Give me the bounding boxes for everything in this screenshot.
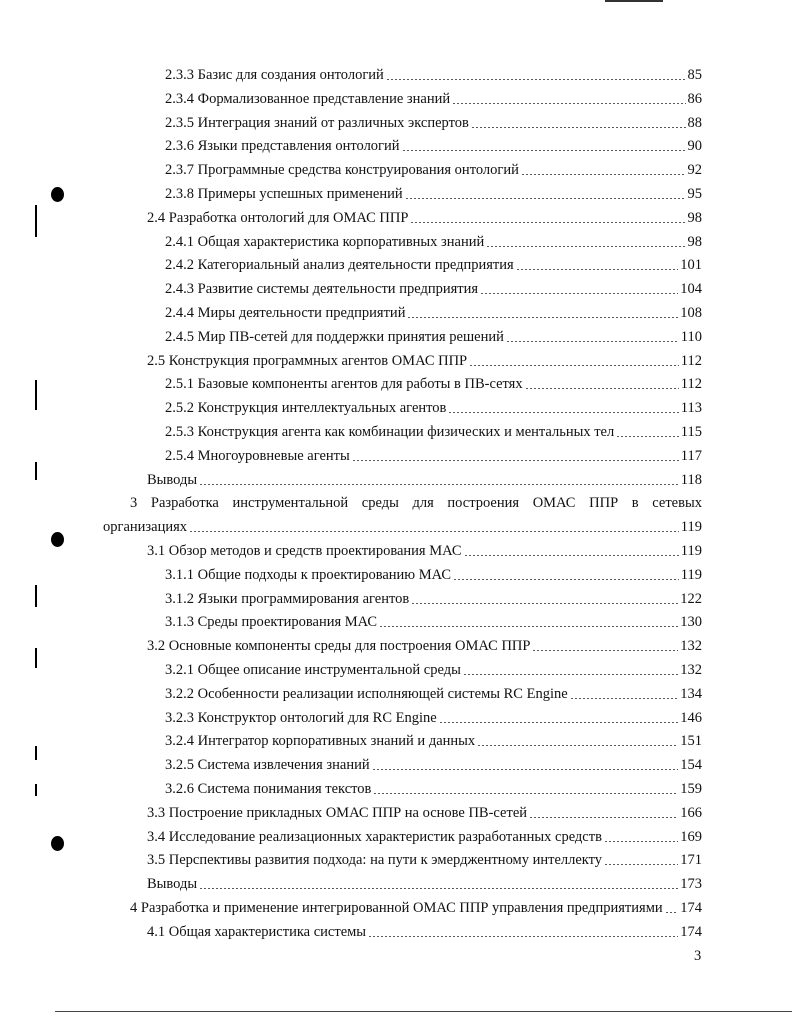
toc-entry-page: 159	[680, 780, 702, 797]
dot-leader	[616, 436, 679, 437]
toc-entry-page: 92	[687, 162, 702, 179]
toc-entry	[0, 373, 792, 397]
toc-entry	[0, 64, 792, 88]
toc-entry	[0, 469, 792, 493]
toc-entry-title: 2.5.1 Базовые компоненты агентов для работы в ПВ-сетях	[165, 376, 523, 393]
dot-leader	[477, 745, 678, 746]
toc-entry	[0, 492, 792, 516]
toc-entry-line	[103, 519, 702, 536]
toc-entry	[0, 635, 792, 659]
toc-entry-page: 173	[680, 876, 702, 893]
toc-entry-page: 90	[687, 138, 702, 155]
toc-entry-page: 119	[680, 566, 702, 583]
toc-entry-line	[165, 67, 702, 84]
toc-entry-title: 3.1.3 Среды проектирования МАС	[165, 614, 378, 631]
toc-entry-title: 2.3.3 Базис для создания онтологий	[165, 67, 384, 83]
toc-entry-page: 108	[680, 304, 702, 321]
toc-entry-line	[147, 543, 702, 560]
toc-entry	[0, 445, 792, 469]
toc-entry-page: 174	[680, 899, 702, 916]
toc-entry-title: 2.4.5 Мир ПВ-сетей для поддержки принятия решений	[165, 328, 504, 345]
toc-entry	[0, 397, 792, 421]
dot-leader	[386, 79, 686, 80]
toc-entry	[0, 849, 792, 873]
toc-entry-line	[165, 781, 702, 798]
dot-leader	[604, 864, 678, 865]
toc-entry-line	[165, 257, 702, 274]
dot-leader	[368, 936, 678, 937]
toc-entry-line	[165, 281, 702, 298]
toc-entry	[0, 921, 792, 945]
toc-entry-title: 3.5 Перспективы развития подхода: на пути к эмерджентному интеллекту	[147, 852, 603, 869]
toc-entry-page: 95	[687, 185, 702, 202]
dot-leader	[410, 222, 685, 223]
toc-entry-title: 2.4 Разработка онтологий для ОМАС ППР	[147, 209, 409, 226]
toc-entry-title: 3.2.1 Общее описание инструментальной среды	[165, 661, 461, 678]
toc-entry-title: 2.5.4 Многоуровневые агенты	[165, 447, 350, 464]
toc-entry-page: 169	[680, 828, 702, 845]
toc-entry-page: 130	[680, 614, 702, 631]
toc-entry-title: 2.5.3 Конструкция агента как комбинации физических и ментальных тел	[165, 423, 615, 440]
toc-entry-title: 2.3.8 Примеры успешных применений	[165, 185, 403, 202]
toc-entry	[0, 326, 792, 350]
dot-leader	[372, 769, 679, 770]
toc-heading-word: сетевых	[652, 495, 702, 512]
toc-entry	[0, 135, 792, 159]
toc-entry-title: 4.1 Общая характеристика системы	[147, 923, 367, 940]
dot-leader	[453, 579, 679, 580]
dot-leader	[469, 365, 679, 366]
toc-entry-page: 122	[680, 590, 702, 607]
dot-leader	[407, 317, 678, 318]
toc-entry-line	[130, 495, 702, 512]
dot-leader	[352, 460, 679, 461]
toc-entry-line	[147, 924, 702, 941]
toc-entry-title: 2.5 Конструкция программных агентов ОМАС ППР	[147, 352, 468, 369]
toc-entry-page: 110	[680, 328, 702, 345]
dot-leader	[506, 341, 679, 342]
toc-entry-page: 86	[687, 90, 702, 107]
toc-entry-line	[165, 115, 702, 132]
toc-entry-title: 3.2.6 Система понимания текстов	[165, 780, 372, 797]
toc-entry-page: 119	[680, 519, 702, 536]
toc-entry	[0, 183, 792, 207]
toc-entry-page: 134	[680, 685, 702, 702]
scan-edge-line-top	[605, 0, 663, 2]
toc-entry-title: 2.3.5 Интеграция знаний от различных экспертов	[165, 114, 469, 131]
toc-entry-line	[165, 567, 702, 584]
dot-leader	[405, 198, 686, 199]
dot-leader	[448, 412, 678, 413]
dot-leader	[665, 912, 679, 913]
toc-entry	[0, 730, 792, 754]
toc-entry-page: 85	[687, 67, 702, 83]
toc-entry-line	[165, 591, 702, 608]
page-number: 3	[694, 948, 702, 964]
toc-entry-line	[147, 829, 702, 846]
toc-heading-word: среды	[361, 495, 399, 512]
toc-entry-line	[147, 472, 702, 489]
dot-leader	[199, 888, 678, 889]
toc-entry-page: 101	[680, 257, 702, 274]
toc-entry	[0, 778, 792, 802]
toc-heading-word: для	[412, 495, 434, 512]
toc-entry-title: 3.1 Обзор методов и средств проектирования МАС	[147, 542, 462, 559]
dot-leader	[464, 555, 679, 556]
dot-leader	[529, 817, 678, 818]
toc-heading-word: инструментальной	[232, 495, 349, 512]
toc-entry	[0, 350, 792, 374]
toc-entry-title: Выводы	[147, 471, 198, 488]
toc-entry-title: Выводы	[147, 876, 198, 893]
toc-entry-title: 3.2.4 Интегратор корпоративных знаний и данных	[165, 733, 476, 750]
toc-entry-line	[165, 733, 702, 750]
toc-entry-title: 2.4.2 Категориальный анализ деятельности предприятия	[165, 257, 514, 274]
toc-entry-title: организациях	[103, 519, 188, 536]
toc-entry-page: 115	[680, 423, 702, 440]
toc-entry-title: 2.5.2 Конструкция интеллектуальных агентов	[165, 400, 447, 417]
toc-entry-page: 132	[680, 638, 702, 655]
toc-entry-page: 112	[680, 376, 702, 393]
toc-entry-line	[165, 710, 702, 727]
toc-entry-title: 2.4.4 Миры деятельности предприятий	[165, 304, 406, 321]
toc-entry-title: 2.4.1 Общая характеристика корпоративных знаний	[165, 233, 485, 250]
toc-entry-title: 3.1.1 Общие подходы к проектированию МАС	[165, 566, 452, 583]
toc-entry-page: 174	[680, 923, 702, 940]
toc-entry-line	[165, 91, 702, 108]
toc-entry-title: 3.2.2 Особенности реализации исполняющей системы RC Engine	[165, 685, 568, 702]
toc-entry	[0, 683, 792, 707]
toc-entry-page: 118	[680, 471, 702, 488]
toc-heading-word: в	[631, 495, 639, 512]
toc-entry	[0, 254, 792, 278]
toc-entry	[0, 873, 792, 897]
toc-entry	[0, 540, 792, 564]
toc-entry-title: 3.4 Исследование реализационных характеристик разработанных средств	[147, 828, 602, 845]
toc-entry-line	[165, 757, 702, 774]
toc-entry	[0, 231, 792, 255]
toc-entry-line	[165, 686, 702, 703]
toc-entry-line	[165, 662, 702, 679]
toc-entry-title: 3.2.3 Конструктор онтологий для RC Engine	[165, 709, 437, 726]
dot-leader	[439, 722, 679, 723]
toc-entry-line	[165, 448, 702, 465]
dot-leader	[516, 269, 679, 270]
toc-entry	[0, 112, 792, 136]
toc-entry	[0, 707, 792, 731]
dot-leader	[570, 698, 679, 699]
toc-entry-title: 2.3.7 Программные средства конструирования онтологий	[165, 162, 519, 179]
toc-entry-page: 151	[680, 733, 702, 750]
toc-entry-title: 3.2 Основные компоненты среды для построения ОМАС ППР	[147, 638, 531, 655]
toc-entry-page: 117	[680, 447, 702, 464]
toc-entry	[0, 207, 792, 231]
toc-entry-line	[165, 400, 702, 417]
toc-heading-word: 3	[130, 495, 138, 512]
toc-entry-page: 113	[680, 400, 702, 417]
toc-entry-page: 104	[680, 281, 702, 298]
toc-entry-page: 146	[680, 709, 702, 726]
toc-entry	[0, 826, 792, 850]
dot-leader	[402, 150, 686, 151]
toc-entry-line	[147, 210, 702, 227]
dot-leader	[471, 127, 686, 128]
toc-entry	[0, 278, 792, 302]
toc-entry	[0, 659, 792, 683]
toc-entry	[0, 159, 792, 183]
toc-entry	[0, 564, 792, 588]
toc-entry-line	[165, 424, 702, 441]
toc-entry-page: 132	[680, 661, 702, 678]
toc-entry	[0, 516, 792, 540]
toc-entry-line	[165, 138, 702, 155]
dot-leader	[452, 103, 685, 104]
toc-entry-line	[147, 353, 702, 370]
toc-entry-line	[147, 852, 702, 869]
dot-leader	[480, 293, 678, 294]
toc-entry-line	[147, 876, 702, 893]
toc-entry-line	[165, 234, 702, 251]
dot-leader	[525, 388, 679, 389]
toc-entry-line	[147, 805, 702, 822]
toc-entry-title: 3.1.2 Языки программирования агентов	[165, 590, 410, 607]
dot-leader	[463, 674, 678, 675]
toc-entry	[0, 897, 792, 921]
dot-leader	[521, 174, 686, 175]
dot-leader	[199, 484, 679, 485]
toc-entry-line	[165, 305, 702, 322]
dot-leader	[604, 841, 678, 842]
toc-entry-line	[165, 186, 702, 203]
toc-heading-word: ОМАС	[532, 495, 576, 512]
toc-entry-page: 88	[687, 114, 702, 131]
toc-entry-line	[165, 614, 702, 631]
toc-entry-title: 2.4.3 Развитие системы деятельности предприятия	[165, 281, 479, 298]
toc-entry-title: 2.3.4 Формализованное представление знаний	[165, 90, 451, 107]
toc-entry	[0, 588, 792, 612]
dot-leader	[411, 603, 678, 604]
toc-entry-page: 119	[680, 542, 702, 559]
toc-heading-word: ППР	[589, 495, 619, 512]
toc-entry-title: 3.2.5 Система извлечения знаний	[165, 757, 370, 774]
toc-entry	[0, 88, 792, 112]
dot-leader	[532, 650, 678, 651]
toc-entry-title: 4 Разработка и применение интегрированной ОМАС ППР управления предприятиями	[130, 899, 663, 916]
toc-entry-line	[147, 638, 702, 655]
toc-entry-line	[165, 376, 702, 393]
toc-entry-title: 2.3.6 Языки представления онтологий	[165, 138, 400, 155]
scan-edge-line-bottom	[55, 1011, 792, 1012]
toc-entry-page: 112	[680, 352, 702, 369]
toc-entry	[0, 611, 792, 635]
toc-entry-page: 154	[680, 757, 702, 774]
toc-entry	[0, 802, 792, 826]
toc-entry-line	[130, 900, 702, 917]
dot-leader	[373, 793, 678, 794]
toc-heading-word: Разработка	[150, 495, 219, 512]
table-of-contents	[0, 64, 792, 944]
dot-leader	[486, 246, 685, 247]
toc-entry-page: 171	[680, 852, 702, 869]
toc-entry-page: 98	[687, 209, 702, 226]
toc-entry-page: 166	[680, 804, 702, 821]
toc-entry-title: 3.3 Построение прикладных ОМАС ППР на основе ПВ-сетей	[147, 804, 528, 821]
toc-entry	[0, 421, 792, 445]
dot-leader	[379, 626, 678, 627]
dot-leader	[189, 531, 679, 532]
toc-entry-line	[165, 329, 702, 346]
toc-heading-word: построения	[447, 495, 520, 512]
toc-entry-page: 98	[687, 233, 702, 250]
toc-entry	[0, 754, 792, 778]
toc-entry-line	[165, 162, 702, 179]
toc-entry	[0, 302, 792, 326]
